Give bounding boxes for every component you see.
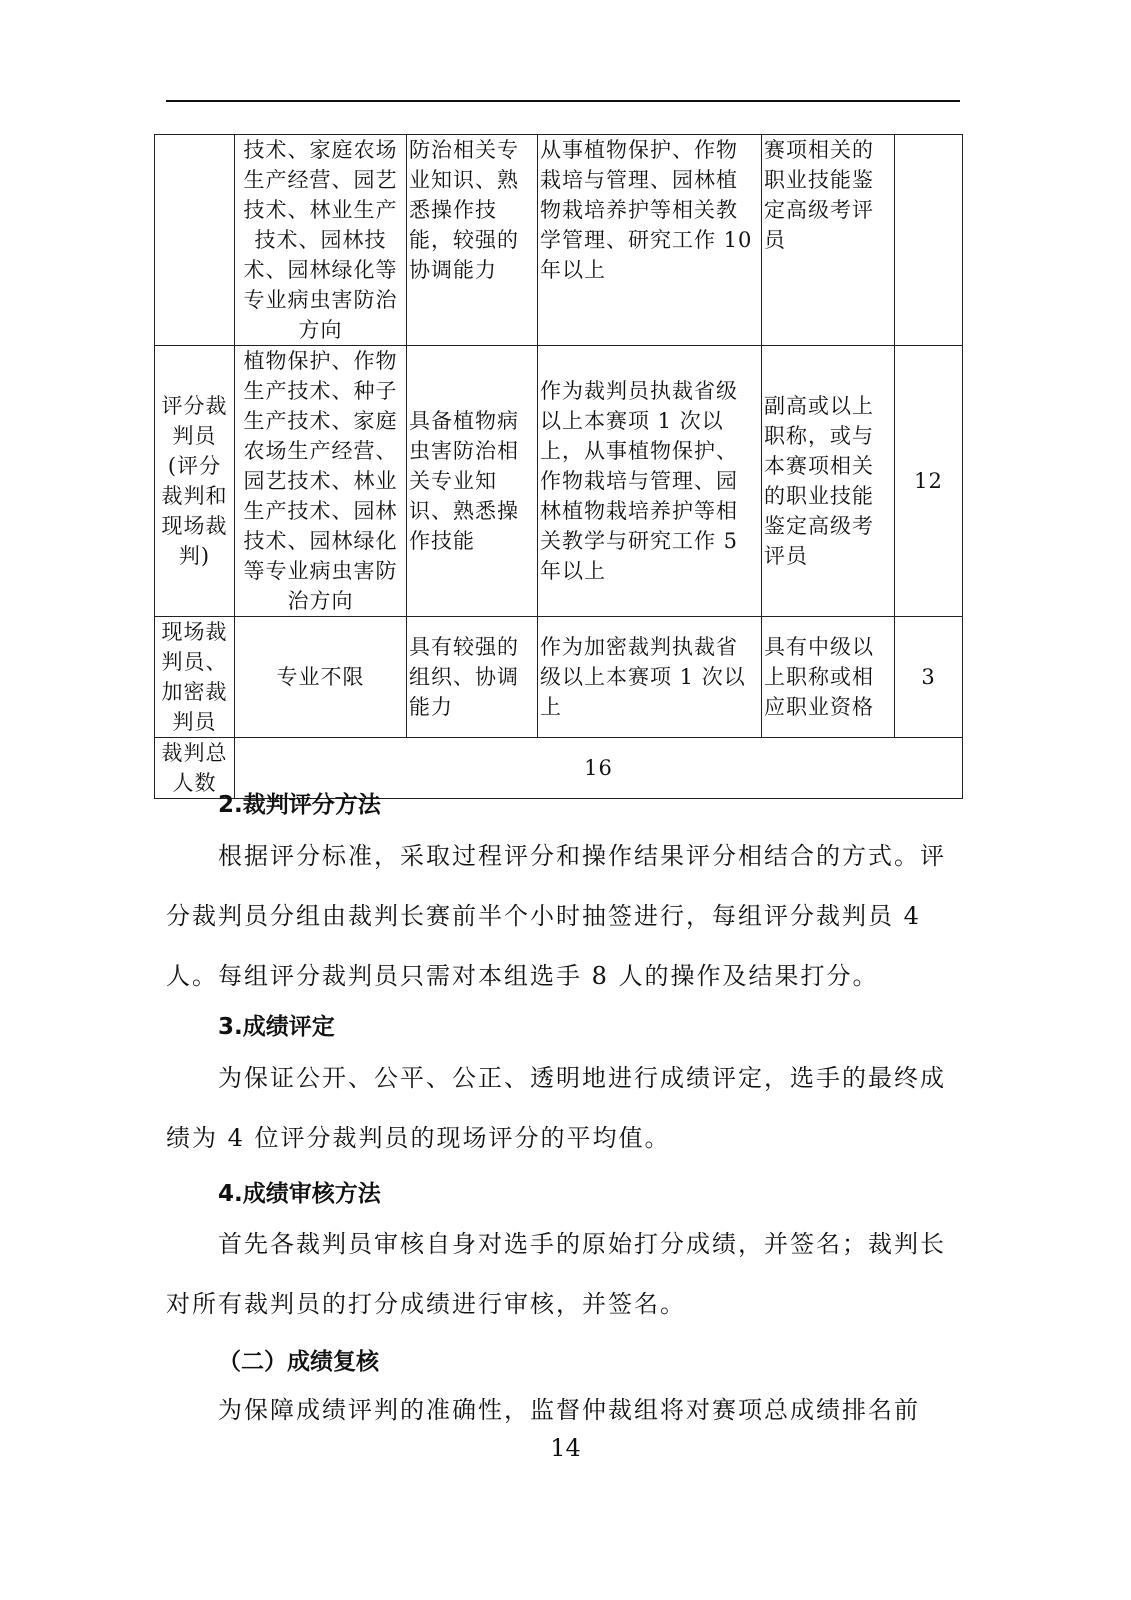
role-cell: 现场裁判员、加密裁判员 — [155, 617, 235, 738]
judges-table — [154, 134, 963, 799]
title-cell: 赛项相关的职业技能鉴定高级考评员 — [762, 135, 895, 346]
count-cell: 12 — [895, 346, 963, 617]
count-cell — [895, 135, 963, 346]
header-rule — [166, 100, 960, 102]
page-number: 14 — [550, 1434, 581, 1462]
total-value-cell: 16 — [235, 738, 963, 799]
section-2-body: 根据评分标准，采取过程评分和操作结果评分相结合的方式。评分裁判员分组由裁判长赛前半个小时抽签进行，每组评分裁判员 4 人。每组评分裁判员只需对本组选手 8 人的操作及结果打分。 — [166, 842, 946, 990]
subsection-body: 为保障成绩评判的准确性，监督仲裁组将对赛项总成绩排名前 — [218, 1396, 920, 1424]
ability-cell: 具备植物病虫害防治相关专业知识、熟悉操作技能 — [407, 346, 538, 617]
role-cell: 评分裁判员(评分裁判和现场裁判) — [155, 346, 235, 617]
major-cell: 技术、家庭农场生产经营、园艺技术、林业生产技术、园林技术、园林绿化等专业病虫害防治方向 — [235, 135, 407, 346]
total-label-cell: 裁判总人数 — [155, 738, 235, 799]
section-2-heading: 2.裁判评分方法 — [218, 792, 381, 818]
experience-cell: 作为裁判员执裁省级以上本赛项 1 次以上，从事植物保护、作物栽培与管理、园林植物栽培养护等相关教学与研究工作 5 年以上 — [538, 346, 762, 617]
table-row — [155, 617, 963, 738]
count-cell: 3 — [895, 617, 963, 738]
title-cell: 副高或以上职称，或与本赛项相关的职业技能鉴定高级考评员 — [762, 346, 895, 617]
section-4-heading: 4.成绩审核方法 — [218, 1181, 381, 1207]
role-cell — [155, 135, 235, 346]
table-row — [155, 346, 963, 617]
ability-cell: 具有较强的组织、协调能力 — [407, 617, 538, 738]
table-row — [155, 135, 963, 346]
section-3-heading: 3.成绩评定 — [218, 1014, 335, 1040]
experience-cell: 作为加密裁判执裁省级以上本赛项 1 次以上 — [538, 617, 762, 738]
major-cell: 植物保护、作物生产技术、种子生产技术、家庭农场生产经营、园艺技术、林业生产技术、园林技术、园林绿化等专业病虫害防治方向 — [235, 346, 407, 617]
section-4-body: 首先各裁判员审核自身对选手的原始打分成绩，并签名；裁判长对所有裁判员的打分成绩进行审核，并签名。 — [166, 1230, 946, 1318]
experience-cell: 从事植物保护、作物栽培与管理、园林植物栽培养护等相关教学管理、研究工作 10 年以上 — [538, 135, 762, 346]
title-cell: 具有中级以上职称或相应职业资格 — [762, 617, 895, 738]
subsection-heading: （二）成绩复核 — [218, 1349, 379, 1375]
ability-cell: 防治相关专业知识、熟悉操作技能，较强的协调能力 — [407, 135, 538, 346]
major-cell: 专业不限 — [235, 617, 407, 738]
section-3-body: 为保证公开、公平、公正、透明地进行成绩评定，选手的最终成绩为 4 位评分裁判员的现场评分的平均值。 — [166, 1064, 946, 1152]
